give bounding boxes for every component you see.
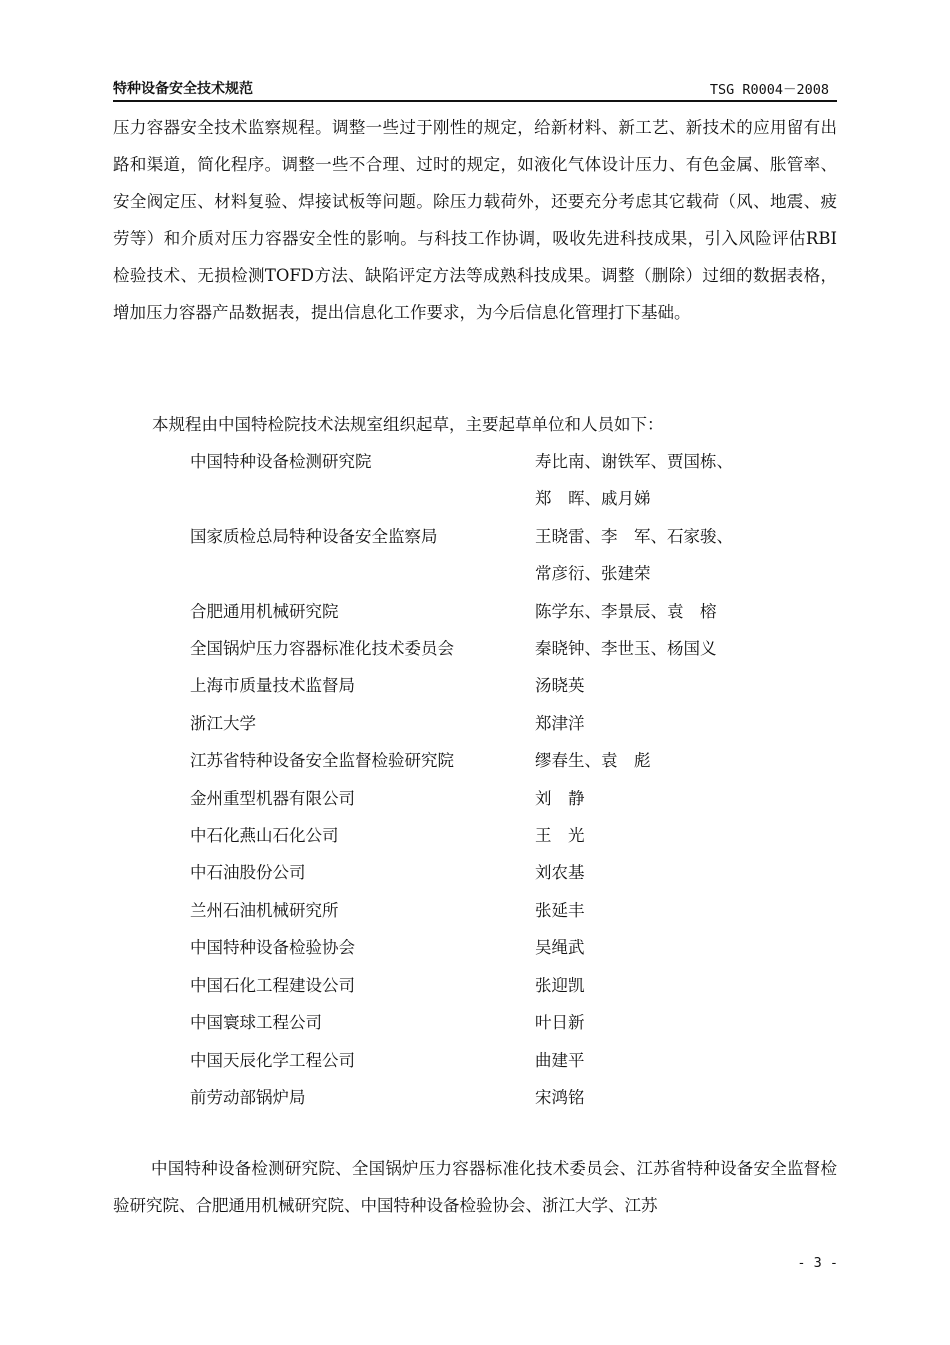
drafter-person-line: 宋鸿铭 <box>535 1087 585 1107</box>
drafter-org: 中国特种设备检验协会 <box>190 938 355 958</box>
drafter-org: 江苏省特种设备安全监督检验研究院 <box>190 751 454 771</box>
drafter-org: 全国锅炉压力容器标准化技术委员会 <box>190 639 454 659</box>
drafter-persons <box>535 705 830 742</box>
drafter-org: 中国特种设备检测研究院 <box>190 452 372 471</box>
drafter-person-line: 张迎凯 <box>535 975 585 995</box>
drafter-persons <box>535 630 830 667</box>
drafter-person-line: 吴绳武 <box>535 938 585 958</box>
drafter-row <box>190 705 830 742</box>
drafter-person-line: 寿比南、谢铁军、贾国栋、 <box>535 452 733 471</box>
drafter-row <box>190 742 830 779</box>
drafter-person-line: 刘农基 <box>535 863 585 883</box>
drafting-intro: 本规程由中国特检院技术法规室组织起草，主要起草单位和人员如下： <box>152 415 664 434</box>
drafter-row <box>190 854 830 891</box>
drafter-row <box>190 1079 830 1116</box>
drafter-org: 上海市质量技术监督局 <box>190 676 355 696</box>
drafter-row <box>190 518 830 593</box>
drafter-org: 中石化燕山石化公司 <box>190 826 339 846</box>
intro-paragraph: 压力容器安全技术监察规程。调整一些过于刚性的规定，给新材料、新工艺、新技术的应用留有出路和渠道，简化程序。调整一些不合理、过时的规定，如液化气体设计压力、有色金属、胀管率、安全阀定压、材料复验、焊接试板等问题。除压力载荷外，还要充分考虑其它载荷（风、地震、疲劳等）和介质对压力容器安全性的影响。与科技工作协调，吸收先进科技成果，引入风险评估RBI检验技术、无损检测TOFD方法、缺陷评定方法等成熟科技成果。调整（删除）过细的数据表格，增加压力容器产品数据表，提出信息化工作要求，为今后信息化管理打下基础。 <box>113 118 837 322</box>
drafter-persons <box>535 929 830 966</box>
drafter-org: 前劳动部锅炉局 <box>190 1087 306 1107</box>
drafter-row <box>190 892 830 929</box>
drafter-persons <box>535 1004 830 1041</box>
drafter-person-line: 王晓雷、李 军、石家骏、 <box>535 526 733 546</box>
drafter-row <box>190 1004 830 1041</box>
drafter-org: 国家质检总局特种设备安全监察局 <box>190 526 438 546</box>
drafter-row <box>190 929 830 966</box>
drafter-persons <box>535 593 830 630</box>
drafter-person-line: 缪春生、袁 彪 <box>535 751 651 771</box>
drafter-person-line: 郑 晖、戚月娣 <box>535 489 651 509</box>
drafter-org: 中国石化工程建设公司 <box>190 975 355 995</box>
drafter-list <box>190 443 830 1116</box>
drafter-org: 中国寰球工程公司 <box>190 1013 322 1033</box>
drafter-row <box>190 593 830 630</box>
drafter-persons <box>535 780 830 817</box>
drafter-persons <box>535 854 830 891</box>
drafter-row <box>190 967 830 1004</box>
drafter-person-line: 郑津洋 <box>535 713 585 733</box>
drafter-row <box>190 780 830 817</box>
page-header <box>113 74 837 102</box>
drafter-persons <box>535 518 830 593</box>
drafter-org: 中国天辰化学工程公司 <box>190 1050 355 1070</box>
drafter-persons <box>535 443 830 518</box>
drafter-persons <box>535 667 830 704</box>
drafter-row <box>190 630 830 667</box>
header-title: 特种设备安全技术规范 <box>113 81 253 97</box>
drafter-person-line: 秦晓钟、李世玉、杨国义 <box>535 639 717 659</box>
drafter-persons <box>535 892 830 929</box>
drafter-org: 浙江大学 <box>190 713 256 733</box>
drafter-org: 金州重型机器有限公司 <box>190 788 355 808</box>
drafter-person-line: 张延丰 <box>535 900 585 920</box>
drafter-persons <box>535 817 830 854</box>
tail-paragraph: 中国特种设备检测研究院、全国锅炉压力容器标准化技术委员会、江苏省特种设备安全监督检验研究院、合肥通用机械研究院、中国特种设备检验协会、浙江大学、江苏 <box>113 1159 837 1215</box>
drafter-persons <box>535 742 830 779</box>
drafter-row <box>190 667 830 704</box>
drafter-person-line: 曲建平 <box>535 1050 585 1070</box>
drafter-person-line: 叶日新 <box>535 1013 585 1033</box>
drafter-row <box>190 817 830 854</box>
drafter-row <box>190 1042 830 1079</box>
drafter-persons <box>535 1042 830 1079</box>
drafter-person-line: 刘 静 <box>535 788 585 808</box>
drafter-persons <box>535 967 830 1004</box>
drafter-org: 合肥通用机械研究院 <box>190 601 339 621</box>
drafter-person-line: 陈学东、李景辰、袁 榕 <box>535 601 717 621</box>
page-number: - 3 - <box>797 1255 838 1271</box>
drafter-person-line: 常彦衍、张建荣 <box>535 564 651 584</box>
drafter-org: 兰州石油机械研究所 <box>190 900 339 920</box>
header-code: TSG R0004－2008 <box>709 82 829 98</box>
drafter-person-line: 王 光 <box>535 826 585 846</box>
drafter-row <box>190 443 830 518</box>
drafter-persons <box>535 1079 830 1116</box>
drafter-person-line: 汤晓英 <box>535 676 585 696</box>
drafter-org: 中石油股份公司 <box>190 863 306 883</box>
